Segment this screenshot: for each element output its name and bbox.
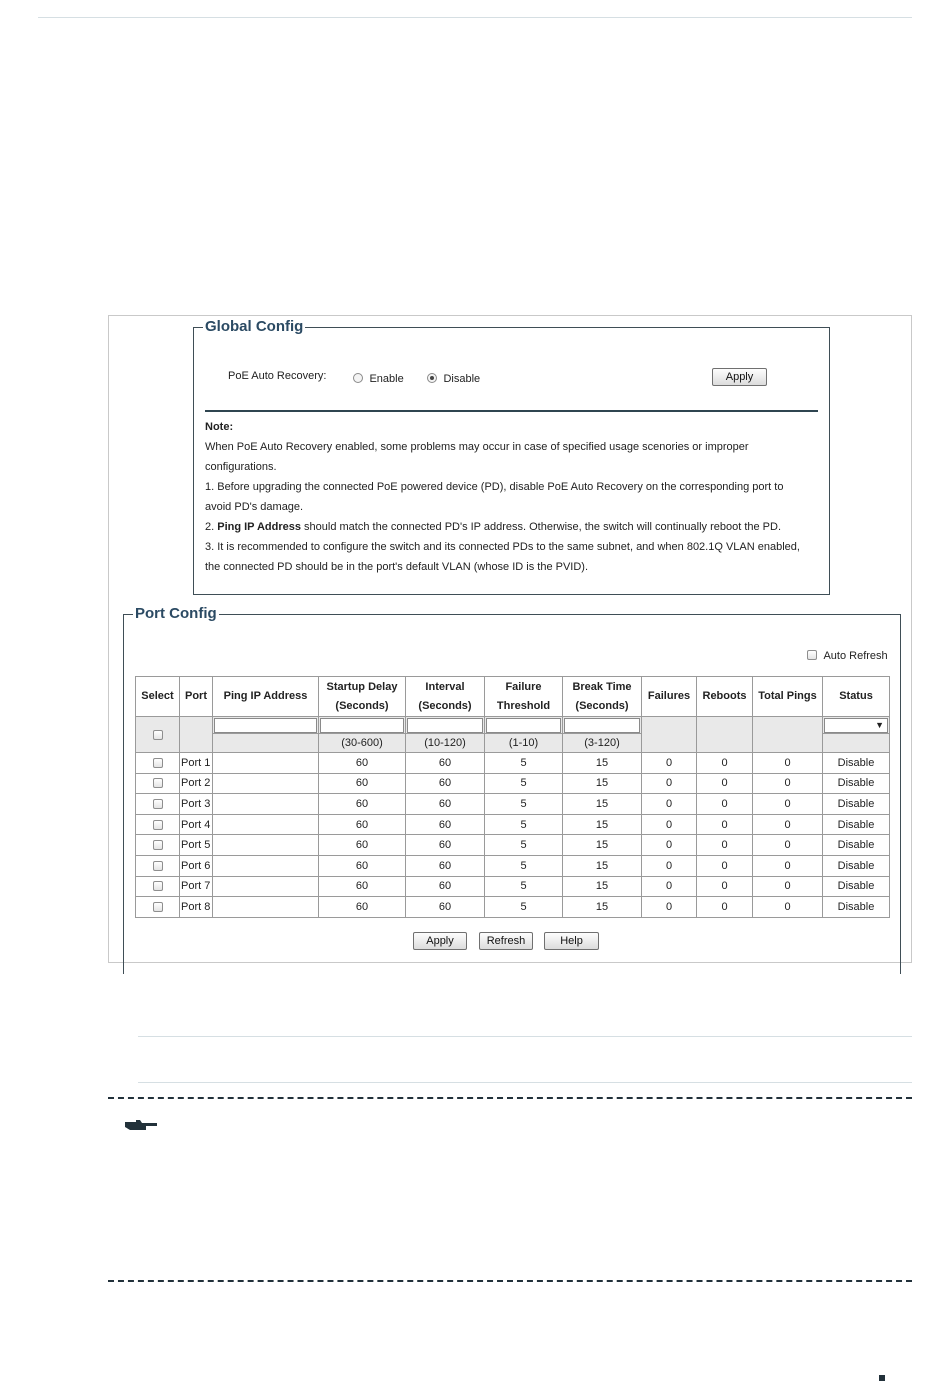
row-break-time: 15	[563, 773, 642, 794]
row-break-time: 15	[563, 835, 642, 856]
bulk-edit-row	[136, 717, 890, 734]
range-interval: (10-120)	[406, 734, 485, 753]
range-failure-threshold: (1-10)	[485, 734, 563, 753]
row-ping-ip	[213, 753, 319, 774]
row-startup-delay: 60	[319, 876, 406, 897]
poe-auto-recovery-panel	[108, 315, 912, 963]
col-reboots: Reboots	[697, 677, 753, 717]
port-rows	[136, 753, 890, 918]
row-reboots: 0	[697, 855, 753, 876]
row-interval: 60	[406, 753, 485, 774]
note-item-2-rest: should match the connected PD's IP address. Otherwise, the switch will continually reboot the PD.	[300, 521, 782, 533]
range-status	[823, 734, 890, 753]
bulk-status-cell	[823, 717, 890, 734]
enable-radio[interactable]	[353, 373, 363, 383]
bulk-interval-cell	[406, 717, 485, 734]
row-failures: 0	[642, 897, 697, 918]
note-title: Note:	[205, 421, 234, 433]
global-config-legend: Global Config	[205, 318, 304, 335]
row-failures: 0	[642, 773, 697, 794]
note-intro-line-1: When PoE Auto Recovery enabled, some problems may occur in case of specified usage scenories or improper	[205, 441, 749, 453]
row-reboots: 0	[697, 753, 753, 774]
row-total-pings: 0	[753, 794, 823, 815]
row-port: Port 6	[180, 855, 213, 876]
bulk-break-time-cell	[563, 717, 642, 734]
row-total-pings: 0	[753, 753, 823, 774]
row-status: Disable	[823, 794, 890, 815]
table-header-row	[136, 677, 890, 717]
col-interval-line-2: (Seconds)	[418, 699, 472, 712]
row-failures: 0	[642, 753, 697, 774]
table-row[interactable]	[136, 876, 890, 897]
row-select-checkbox[interactable]	[153, 861, 163, 871]
row-startup-delay: 60	[319, 835, 406, 856]
row-startup-delay: 60	[319, 794, 406, 815]
startup-delay-input[interactable]	[320, 718, 404, 733]
row-break-time: 15	[563, 814, 642, 835]
status-select[interactable]	[824, 718, 888, 733]
enable-radio-label[interactable]: Enable	[369, 373, 404, 385]
note-item-2-prefix: 2.	[205, 521, 218, 533]
triangle-down-icon: ▼	[875, 720, 884, 730]
select-all-cell	[136, 717, 180, 753]
col-failure-threshold-line-1: Failure	[505, 680, 542, 693]
port-config-table	[135, 676, 890, 918]
col-startup-delay-line-1: Startup Delay	[326, 680, 398, 693]
row-port: Port 7	[180, 876, 213, 897]
col-status: Status	[823, 677, 890, 717]
row-port: Port 4	[180, 814, 213, 835]
table-row[interactable]	[136, 835, 890, 856]
port-config-section	[123, 605, 901, 974]
row-total-pings: 0	[753, 897, 823, 918]
interval-input[interactable]	[407, 718, 483, 733]
row-failure-threshold: 5	[485, 773, 563, 794]
row-status: Disable	[823, 897, 890, 918]
row-total-pings: 0	[753, 876, 823, 897]
range-ping-ip	[213, 734, 319, 753]
global-config-section	[193, 318, 830, 595]
note-box-top-border	[108, 1097, 912, 1099]
row-select-cell	[136, 753, 180, 774]
row-select-checkbox[interactable]	[153, 881, 163, 891]
row-break-time: 15	[563, 753, 642, 774]
row-status: Disable	[823, 773, 890, 794]
pointing-hand-icon	[124, 1118, 158, 1132]
auto-refresh-group[interactable]	[807, 646, 888, 664]
row-reboots: 0	[697, 897, 753, 918]
row-select-checkbox[interactable]	[153, 799, 163, 809]
col-failure-threshold-line-2: Threshold	[496, 699, 551, 712]
refresh-button[interactable]: Refresh	[479, 932, 533, 950]
row-port: Port 3	[180, 794, 213, 815]
row-break-time: 15	[563, 897, 642, 918]
disable-radio[interactable]	[427, 373, 437, 383]
row-reboots: 0	[697, 876, 753, 897]
col-interval-line-1: Interval	[425, 680, 465, 693]
row-select-cell	[136, 794, 180, 815]
help-button[interactable]: Help	[544, 932, 599, 950]
row-status: Disable	[823, 835, 890, 856]
note-divider	[205, 410, 818, 412]
row-status: Disable	[823, 753, 890, 774]
disable-radio-group[interactable]	[427, 369, 480, 387]
table-row[interactable]	[136, 773, 890, 794]
row-reboots: 0	[697, 773, 753, 794]
break-time-input[interactable]	[564, 718, 640, 733]
poe-auto-recovery-label: PoE Auto Recovery:	[228, 370, 327, 382]
note-item-3-line-2: the connected PD should be in the port's default VLAN (whose ID is the PVID).	[205, 561, 589, 573]
row-failure-threshold: 5	[485, 897, 563, 918]
col-break-time-line-2: (Seconds)	[575, 699, 629, 712]
row-interval: 60	[406, 835, 485, 856]
failure-threshold-input[interactable]	[486, 718, 561, 733]
row-interval: 60	[406, 814, 485, 835]
row-startup-delay: 60	[319, 855, 406, 876]
row-failures: 0	[642, 855, 697, 876]
col-ping-ip: Ping IP Address	[213, 677, 319, 717]
row-total-pings: 0	[753, 855, 823, 876]
row-failure-threshold: 5	[485, 753, 563, 774]
row-reboots: 0	[697, 794, 753, 815]
row-status: Disable	[823, 855, 890, 876]
page-marker	[879, 1375, 885, 1381]
table-row[interactable]	[136, 794, 890, 815]
row-select-cell	[136, 814, 180, 835]
row-interval: 60	[406, 794, 485, 815]
note-item-3-line-1: 3. It is recommended to configure the switch and its connected PDs to the same subnet, and when 802.1Q VLAN enabled,	[205, 541, 800, 553]
row-failures: 0	[642, 835, 697, 856]
range-startup-delay: (30-600)	[319, 734, 406, 753]
note-box-bottom-border	[108, 1280, 912, 1282]
row-ping-ip	[213, 855, 319, 876]
col-break-time-line-1: Break Time	[572, 680, 632, 693]
auto-refresh-checkbox[interactable]	[807, 650, 817, 660]
note-block	[205, 417, 825, 577]
table-row[interactable]	[136, 814, 890, 835]
table-row[interactable]	[136, 753, 890, 774]
col-total-pings: Total Pings	[753, 677, 823, 717]
row-select-cell	[136, 897, 180, 918]
row-failures: 0	[642, 876, 697, 897]
row-select-checkbox[interactable]	[153, 902, 163, 912]
col-failures: Failures	[642, 677, 697, 717]
row-interval: 60	[406, 897, 485, 918]
col-break-time	[563, 677, 642, 717]
row-failure-threshold: 5	[485, 794, 563, 815]
row-status: Disable	[823, 876, 890, 897]
note-item-2	[205, 517, 825, 537]
col-startup-delay	[319, 677, 406, 717]
row-startup-delay: 60	[319, 814, 406, 835]
note-item-1-line-1: 1. Before upgrading the connected PoE powered device (PD), disable PoE Auto Recovery on the corresponding port to	[205, 481, 784, 493]
row-ping-ip	[213, 814, 319, 835]
row-total-pings: 0	[753, 814, 823, 835]
row-failure-threshold: 5	[485, 814, 563, 835]
bulk-total-pings-cell	[753, 717, 823, 753]
row-break-time: 15	[563, 855, 642, 876]
row-select-checkbox[interactable]	[153, 778, 163, 788]
table-rule-top	[138, 1036, 912, 1037]
row-ping-ip	[213, 897, 319, 918]
port-apply-button[interactable]: Apply	[413, 932, 467, 950]
row-status: Disable	[823, 814, 890, 835]
table-row[interactable]	[136, 897, 890, 918]
bulk-failures-cell	[642, 717, 697, 753]
auto-refresh-label[interactable]: Auto Refresh	[823, 650, 888, 662]
col-select: Select	[136, 677, 180, 717]
range-break-time: (3-120)	[563, 734, 642, 753]
row-interval: 60	[406, 855, 485, 876]
row-select-checkbox[interactable]	[153, 840, 163, 850]
row-interval: 60	[406, 876, 485, 897]
row-break-time: 15	[563, 876, 642, 897]
bulk-ping-ip-cell	[213, 717, 319, 734]
row-select-cell	[136, 876, 180, 897]
port-config-legend: Port Config	[135, 605, 217, 622]
row-reboots: 0	[697, 835, 753, 856]
row-total-pings: 0	[753, 773, 823, 794]
table-rule-bottom	[138, 1082, 912, 1083]
row-port: Port 8	[180, 897, 213, 918]
row-ping-ip	[213, 794, 319, 815]
row-failures: 0	[642, 814, 697, 835]
row-ping-ip	[213, 876, 319, 897]
bulk-port-cell	[180, 717, 213, 753]
bulk-failure-threshold-cell	[485, 717, 563, 734]
header-rule	[38, 17, 912, 18]
row-ping-ip	[213, 773, 319, 794]
row-select-checkbox[interactable]	[153, 820, 163, 830]
ping-ip-input[interactable]	[214, 718, 317, 733]
row-ping-ip	[213, 835, 319, 856]
row-total-pings: 0	[753, 835, 823, 856]
table-row[interactable]	[136, 855, 890, 876]
note-item-1-line-2: avoid PD's damage.	[205, 501, 304, 513]
disable-radio-label[interactable]: Disable	[443, 373, 481, 385]
col-startup-delay-line-2: (Seconds)	[335, 699, 389, 712]
row-failure-threshold: 5	[485, 855, 563, 876]
row-startup-delay: 60	[319, 753, 406, 774]
row-port: Port 2	[180, 773, 213, 794]
col-interval	[406, 677, 485, 717]
row-select-checkbox[interactable]	[153, 758, 163, 768]
row-startup-delay: 60	[319, 897, 406, 918]
note-item-2-bold: Ping IP Address	[217, 521, 301, 533]
row-select-cell	[136, 835, 180, 856]
row-startup-delay: 60	[319, 773, 406, 794]
col-failure-threshold	[485, 677, 563, 717]
bulk-startup-delay-cell	[319, 717, 406, 734]
row-failure-threshold: 5	[485, 835, 563, 856]
row-port: Port 1	[180, 753, 213, 774]
row-break-time: 15	[563, 794, 642, 815]
bulk-reboots-cell	[697, 717, 753, 753]
col-port: Port	[180, 677, 213, 717]
enable-radio-group[interactable]	[353, 369, 404, 387]
row-select-cell	[136, 773, 180, 794]
select-all-checkbox[interactable]	[153, 730, 163, 740]
global-apply-button[interactable]: Apply	[712, 368, 767, 386]
row-failure-threshold: 5	[485, 876, 563, 897]
row-failures: 0	[642, 794, 697, 815]
row-select-cell	[136, 855, 180, 876]
note-intro-line-2: configurations.	[205, 461, 277, 473]
row-reboots: 0	[697, 814, 753, 835]
row-interval: 60	[406, 773, 485, 794]
row-port: Port 5	[180, 835, 213, 856]
